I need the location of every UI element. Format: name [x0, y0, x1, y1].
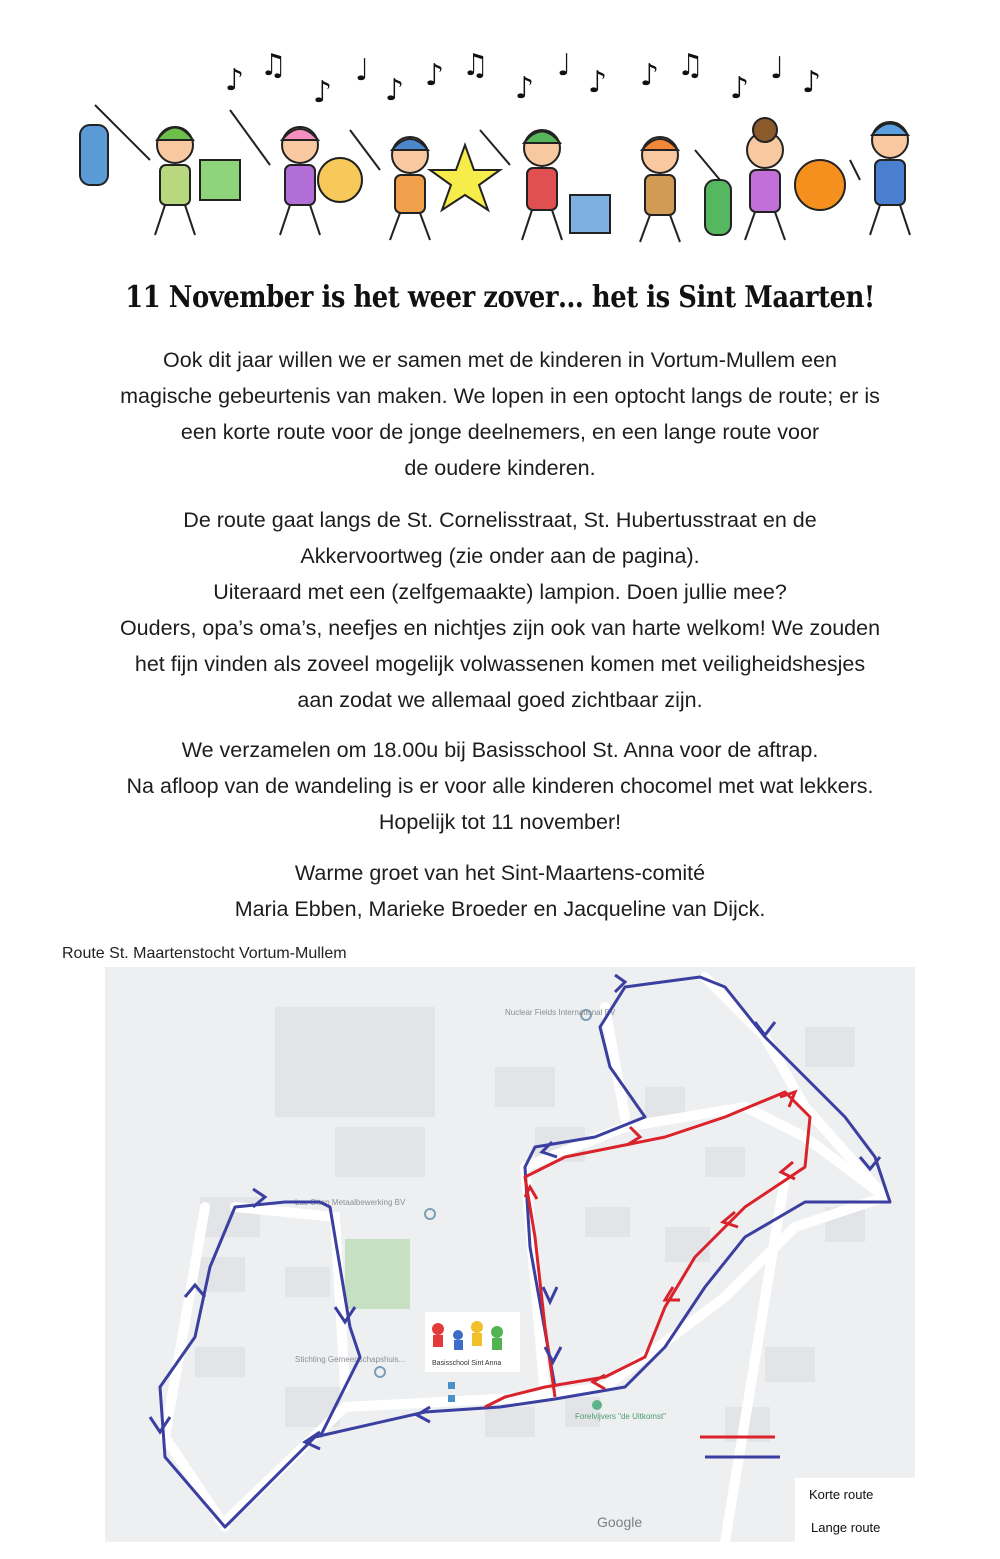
star-lantern-icon	[430, 145, 500, 210]
legend-long-label: Lange route	[811, 1520, 881, 1535]
lantern-icon	[705, 180, 731, 235]
music-notes	[225, 48, 821, 110]
signature-paragraph	[40, 855, 960, 927]
route-map	[105, 967, 915, 1542]
music-note-icon: ♩	[557, 48, 572, 83]
school-logo-text: Basisschool Sint Anna	[432, 1360, 502, 1367]
text-line: Ouders, opa’s oma’s, neefjes en nichtjes zijn ook van harte welkom! We zouden	[119, 616, 881, 640]
music-note-icon: ♫	[677, 48, 704, 83]
music-note-icon: ♫	[260, 48, 287, 83]
parade-figures	[80, 105, 910, 242]
music-note-icon: ♪	[802, 65, 822, 100]
place-label: Stichting Gemeenschapshuis...	[295, 1355, 406, 1364]
text-line: aan zodat we allemaal goed zichtbaar zijn.	[297, 688, 703, 712]
route-map-svg	[105, 967, 915, 1542]
text-line: Na afloop van de wandeling is er voor alle kinderen chocomel met wat lekkers.	[126, 774, 874, 798]
place-label: Forelvijvers "de Uitkomst"	[575, 1412, 667, 1421]
music-note-icon: ♪	[730, 71, 750, 106]
music-note-icon: ♩	[355, 53, 370, 88]
text-line: een korte route voor de jonge deelnemers, en een lange route voor	[180, 420, 820, 444]
text-line: Uiteraard met een (zelfgemaakte) lampion. Doen jullie mee?	[213, 580, 787, 604]
text-line: Maria Ebben, Marieke Broeder en Jacqueline van Dijck.	[234, 897, 766, 921]
lantern-parade-banner	[60, 30, 950, 260]
text-line: Akkervoortweg (zie onder aan de pagina).	[300, 544, 700, 568]
lantern-icon	[570, 195, 610, 233]
lantern-icon	[80, 125, 108, 185]
intro-paragraph	[40, 342, 960, 486]
place-label: Nuclear Fields International BV	[505, 1008, 616, 1017]
music-note-icon: ♪	[588, 65, 608, 100]
text-line: De route gaat langs de St. Cornelisstraat, St. Hubertusstraat en de	[183, 508, 817, 532]
lantern-icon	[200, 160, 240, 200]
lantern-icon	[318, 158, 362, 202]
location-pin-icon	[592, 1400, 602, 1410]
map-caption: Route St. Maartenstocht Vortum-Mullem	[62, 945, 347, 962]
music-note-icon: ♪	[385, 73, 405, 108]
music-note-icon: ♩	[770, 51, 785, 86]
text-line: Warme groet van het Sint-Maartens-comité	[294, 861, 706, 885]
lantern-icon	[795, 160, 845, 210]
text-line: het fijn vinden als zoveel mogelijk volwassenen komen met veiligheidshesjes	[134, 652, 866, 676]
page-title: 11 November is het weer zover… het is Sint Maarten!	[125, 280, 875, 315]
map-park	[345, 1239, 410, 1309]
text-line: We verzamelen om 18.00u bij Basisschool St. Anna voor de aftrap.	[181, 738, 819, 762]
text-line: Hopelijk tot 11 november!	[378, 810, 622, 834]
bus-stop-icon	[448, 1395, 455, 1402]
music-note-icon: ♪	[425, 58, 445, 93]
legend-short-label: Korte route	[809, 1487, 874, 1502]
music-note-icon: ♪	[225, 63, 245, 98]
place-label: Luc Otten Metaalbewerking BV	[295, 1198, 406, 1207]
school-logo	[425, 1312, 520, 1372]
route-paragraph	[40, 502, 960, 718]
text-line: Ook dit jaar willen we er samen met de kinderen in Vortum-Mullem een	[163, 348, 837, 372]
meeting-paragraph	[40, 732, 960, 840]
map-background	[105, 967, 915, 1542]
route-legend	[795, 1478, 915, 1546]
music-note-icon: ♪	[515, 71, 535, 106]
music-note-icon: ♫	[462, 48, 489, 83]
text-line: magische gebeurtenis van maken. We lopen in een optocht langs de route; er is	[120, 384, 880, 408]
music-note-icon: ♪	[313, 75, 333, 110]
music-note-icon: ♪	[640, 58, 660, 93]
google-logo: Google	[597, 1514, 643, 1530]
bus-stop-icon	[448, 1382, 455, 1389]
text-line: de oudere kinderen.	[404, 456, 596, 480]
